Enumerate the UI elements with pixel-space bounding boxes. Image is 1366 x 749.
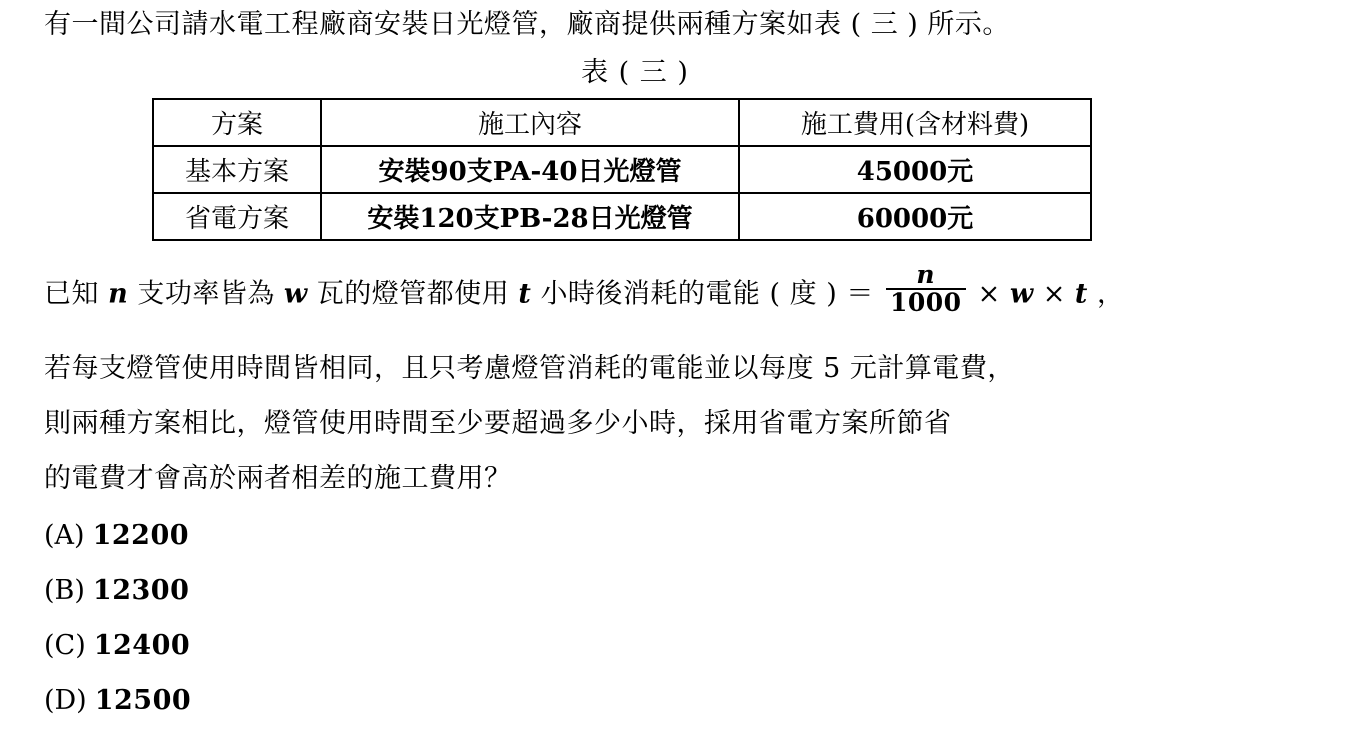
cost-value: 45000 [856, 157, 948, 187]
work-qty: 120 [419, 204, 474, 234]
cost-unit: 元 [947, 204, 974, 234]
formula-var-t2: t [1074, 278, 1088, 310]
table-row [153, 193, 1091, 240]
formula-var-t: t [518, 278, 532, 310]
cell-work-saving [321, 193, 739, 240]
work-qty: 90 [430, 157, 467, 187]
option-c-tag: (C) [44, 630, 86, 661]
option-b-tag: (B) [44, 575, 85, 606]
formula-part4: 小時後消耗的電能 ( 度 ) [540, 278, 838, 310]
options-list [44, 508, 644, 728]
question-line-4: 的電費才會高於兩者相差的施工費用？ [44, 463, 512, 494]
table-caption: 表 ( 三 ) [581, 57, 689, 88]
table-header-row [153, 99, 1091, 146]
work-suffix: 日光燈管 [577, 157, 682, 187]
formula-equals: ＝ [846, 278, 874, 310]
option-b-value: 12300 [92, 575, 190, 606]
work-model: PA-40 [492, 157, 578, 187]
work-prefix: 安裝 [378, 157, 431, 187]
cell-cost-saving [739, 193, 1091, 240]
option-a-tag: (A) [44, 520, 85, 551]
question-line-3: 則兩種方案相比，燈管使用時間至少要超過多少小時，採用省電方案所節省 [44, 408, 952, 439]
plan-table [152, 98, 1092, 241]
formula-part3: 瓦的燈管都使用 [316, 278, 510, 310]
work-unit: 支 [473, 204, 500, 234]
option-d-tag: (D) [44, 685, 87, 716]
question-stem: 有一間公司請水電工程廠商安裝日光燈管，廠商提供兩種方案如表 ( 三 ) 所示。 [44, 9, 1010, 40]
cell-plan-saving: 省電方案 [153, 193, 321, 240]
fraction-denominator: 1000 [889, 288, 962, 318]
work-suffix: 日光燈管 [588, 204, 693, 234]
formula-var-n: n [108, 278, 129, 310]
work-prefix: 安裝 [367, 204, 420, 234]
fraction-numerator: n [916, 260, 936, 289]
formula-part1: 已知 [44, 278, 99, 310]
formula-line [44, 260, 1344, 323]
cell-work-basic [321, 146, 739, 193]
table-row [153, 146, 1091, 193]
question-line-2: 若每支燈管使用時間皆相同，且只考慮燈管消耗的電能並以每度 5 元計算電費， [44, 353, 1015, 384]
option-a-value: 12200 [92, 520, 190, 551]
option-b[interactable] [44, 563, 644, 618]
table-header-cost: 施工費用(含材料費) [739, 99, 1091, 146]
table-header-plan: 方案 [153, 99, 321, 146]
formula-fraction [886, 262, 966, 317]
cell-cost-basic [739, 146, 1091, 193]
option-d-value: 12500 [94, 685, 192, 716]
option-a[interactable] [44, 508, 644, 563]
option-c-value: 12400 [93, 630, 191, 661]
option-d[interactable] [44, 673, 644, 728]
formula-times-1: × [977, 278, 1001, 310]
formula-part2: 支功率皆為 [137, 278, 275, 310]
work-unit: 支 [466, 157, 493, 187]
cell-plan-basic: 基本方案 [153, 146, 321, 193]
cost-unit: 元 [947, 157, 974, 187]
option-c[interactable] [44, 618, 644, 673]
cost-value: 60000 [856, 204, 948, 234]
formula-comma: ， [1097, 278, 1125, 310]
formula-times-2: × [1042, 278, 1066, 310]
table-header-work: 施工內容 [321, 99, 739, 146]
formula-var-w: w [283, 278, 308, 310]
work-model: PB-28 [499, 204, 589, 234]
plan-table-wrapper [152, 98, 1092, 241]
formula-var-w2: w [1009, 278, 1034, 310]
